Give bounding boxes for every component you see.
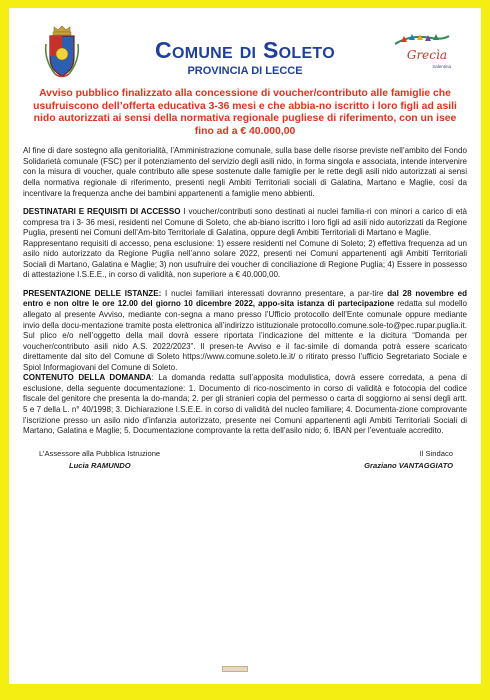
grecia-logo-text: Grecìa: [406, 48, 447, 62]
grecia-logo-subtext: Salentina: [432, 64, 451, 69]
mayor-signature: [364, 449, 453, 470]
submission-text-a: I nuclei familiari interessati dovranno presentare, a par-tire: [161, 288, 388, 298]
page-title: Comune di Soleto: [155, 37, 335, 63]
contents-heading: CONTENUTO DELLA DOMANDA: [23, 373, 152, 383]
notice-body: [23, 146, 467, 436]
notice-headline: Avviso pubblico finalizzato alla concessione di voucher/contributo alle famiglie che usufruiscono dell’offerta educativa 3-36 mesi e che abbia-no iscritto i loro figli ad asili nido autorizzati ai sensi della normativa regionale pugliese di riferimento, con un isee fino ad a € 40.000,00: [33, 88, 457, 137]
title-block: [98, 38, 392, 77]
submission-heading: PRESENTAZIONE DELLE ISTANZE:: [23, 288, 162, 298]
contents-text: : La domanda redatta sull’apposita modulistica, dovrà essere corredata, a pena di esclusione, della seguente documentazione: 1. Documento di rico-noscimento in corso di validità e fotocopia del codice fiscale del genitore che presenta la do-manda; 2. per gli stranieri copia del permesso o carta di soggiorno ai sensi degli artt. 5 e 7 della L. n° 40/1998; 3. Dichiarazione I.S.E.E. in corso di validità del nucleo familiare; 4. Documenta-zione comprovante l’iscrizione presso un asilo nido d’infanzia autorizzato, presente nei Comuni appartenenti agli Ambiti Territoriali Sociali di Martano, Galatina e Maglie; 5. Documentazione comprovante la retta dell’asilo nido; 6. IBAN per l’eventuale accredito.: [23, 373, 467, 436]
requirements-text: I voucher/contributi sono destinati ai nuclei familia-ri con minori a carico di età compresa tra i 3- 36 mesi, residenti nel Comune di Soleto, che ab-biano iscritto i loro figli ad asili nido autorizzati da Regione Puglia, presenti nei Comuni dell’Am-bito Territoriale di Galatina, oppure degli Ambiti Territoriali di Martano e Maglie.: [23, 207, 467, 238]
requirements-list: Rappresentano requisiti di accesso, pena esclusione: 1) essere residenti nel Comune di Soleto; 2) effettiva frequenza ad un asilo nido autorizzato da Regione Puglia nell’anno solare 2022, presenti nei Comuni appartenenti agli Ambiti Territoriali Sociali di Martano, Galatina e Maglie; 3) non usufruire dei voucher di conciliazione di Regione Puglia; 4) Essere in possesso di attestazione I.S.E.E., in corso di validità, non superiore a € 40.000,00.: [23, 238, 467, 280]
requirements-heading: DESTINATARI E REQUISITI DI ACCESSO: [23, 207, 181, 217]
municipal-crest-icon: [43, 24, 81, 80]
signatures: [23, 449, 467, 479]
mayor-name: Graziano VANTAGGIATO: [364, 460, 453, 470]
requirements-paragraph: [23, 207, 467, 239]
assessor-name: Lucia RAMUNDO: [69, 460, 131, 470]
intro-paragraph: Al fine di dare sostegno alla genitorialità, l’Amministrazione comunale, sulla base delle risorse previste nell’ambito del Fondo Solidarietà comunale (FSC) per il potenziamento del servizio degli asili nido, in forma singola e associata, intende intervenire con la misura di voucher, quale contributo alle spese sostenute dalle famiglie per le rette degli asili nido autorizzati ai sensi della normativa regionale di riferimento, presenti negli Ambiti Territoriali sociali di Galatina, Martano e Maglie, così da incentivare la frequenza anche dei bambini appartenenti a famiglie meno abbienti.: [23, 146, 467, 198]
submission-text-b: redatta sul modello allegato al presente Avviso, mediante con-segna a mano presso l’Ufficio protocollo dell’Ente comunale oppure mediante invio della docu-mentazione tramite posta elettronica all’indirizzo istituzionale protocollo.comune.sole-to@pec.rupar.puglia.it. Sul plico e/o nell’oggetto della mail dovrà essere riportata l’indicazione del mittente e la dicitura “Domanda per voucher/contributo asili nido A.S. 2022/2023”. Il presen-te Avviso e il fac-simile di domanda potrà essere scaricato direttamente dal sito del Comune di Soleto https://www.comune.soleto.le.it/ o ritirato presso l’ufficio Segretariato Sociale e Spiol Informagiovani del Comune di Soleto.: [23, 299, 467, 372]
assessor-role: L’Assessore alla Pubblica Istruzione: [39, 448, 161, 458]
submission-deadline: dal 28 novembre ed entro e non oltre le ore 12.00 del giorno 10 dicembre 2022, appo-sita istanza di partecipazione: [23, 288, 467, 309]
header: [23, 18, 467, 86]
province-label: PROVINCIA DI LECCE: [187, 65, 303, 77]
assessor-signature: [39, 449, 160, 470]
notice-sheet: [9, 8, 481, 684]
mayor-role: Il Sindaco: [419, 448, 453, 458]
submission-paragraph: [23, 289, 467, 373]
printer-mark-icon: [222, 666, 248, 672]
contents-paragraph: [23, 373, 467, 436]
